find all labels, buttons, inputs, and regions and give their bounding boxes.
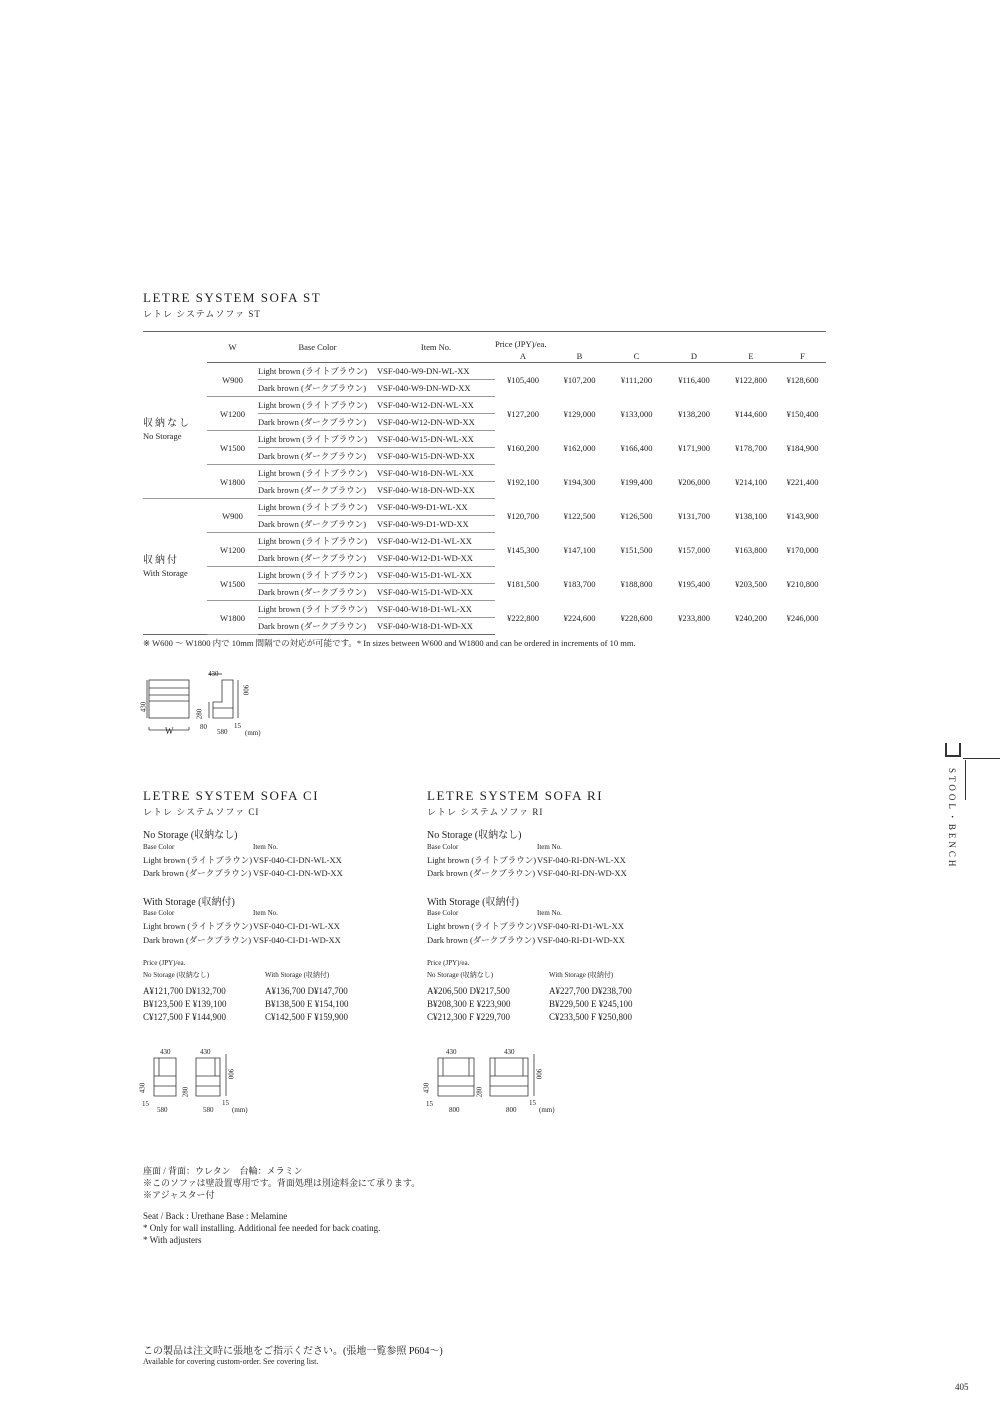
ri-dim-g: 15 (426, 1100, 433, 1108)
price-cell: ¥131,700 (678, 510, 710, 521)
base-color-cell: Light brown (ライトブラウン) (258, 363, 377, 380)
ri-title: LETRE SYSTEM SOFA RI (427, 788, 604, 803)
ri-dim-b: 430 (504, 1048, 515, 1056)
price-cell: ¥157,000 (678, 544, 710, 555)
ci-price-no-label: No Storage (収納なし) (143, 971, 210, 979)
price-cell: ¥214,100 (735, 476, 767, 487)
base-color-cell: Dark brown (ダークブラウン) (258, 482, 377, 499)
ri-dim-w1: 800 (449, 1106, 460, 1114)
ri-price-no-2: B¥208,300 E ¥223,900 (427, 999, 511, 1009)
price-cell: ¥194,300 (563, 476, 596, 487)
price-cell: ¥128,600 (786, 374, 819, 385)
price-cell: ¥224,600 (563, 612, 596, 623)
price-cell: ¥143,900 (786, 510, 819, 521)
ci-with-row1-item: VSF-040-CI-D1-WL-XX (253, 921, 340, 931)
ci-dim-d: 430 (138, 1082, 147, 1094)
base-color-cell: Light brown (ライトブラウン) (258, 499, 377, 516)
storage-group-label (143, 499, 207, 635)
ri-dim-s: 280 (475, 1086, 484, 1098)
base-color-cell: Light brown (ライトブラウン) (258, 567, 377, 584)
item-no-cell: VSF-040-W9-DN-WL-XX (377, 363, 495, 380)
ri-no-row1-item: VSF-040-RI-DN-WL-XX (537, 855, 626, 865)
ri-price-label: Price (JPY)/ea. (427, 959, 470, 967)
price-cell: ¥210,800 (786, 578, 819, 589)
table-row (143, 499, 826, 516)
base-color-cell: Light brown (ライトブラウン) (258, 397, 377, 414)
item-no-cell: VSF-040-W18-D1-WL-XX (377, 601, 495, 618)
ri-price-with-label: With Storage (収納付) (549, 971, 614, 979)
price-cell: ¥192,100 (507, 476, 539, 487)
item-no-cell: VSF-040-W15-DN-WL-XX (377, 431, 495, 448)
price-cell: ¥199,400 (620, 476, 653, 487)
price-cell: ¥127,200 (507, 408, 539, 419)
ri-no-row1-color: Light brown (ライトブラウン) (427, 855, 537, 865)
price-cell: ¥184,900 (786, 442, 819, 453)
price-cell: ¥105,400 (507, 374, 539, 385)
ri-dim-h: 900 (534, 1068, 543, 1080)
price-cell: ¥203,500 (735, 578, 767, 589)
base-color-cell: Dark brown (ダークブラウン) (258, 380, 377, 397)
size-w: W1500 (207, 567, 258, 601)
grade-f: F (779, 349, 826, 363)
ci-no-row2-color: Dark brown (ダークブラウン) (143, 868, 252, 878)
ci-dim-w1: 580 (157, 1106, 168, 1114)
size-w: W1800 (207, 465, 258, 499)
st-dim-w: W (165, 726, 174, 736)
footer-en: Available for covering custom-order. See covering list. (143, 1357, 319, 1366)
side-label: STOOL・BENCH (947, 768, 957, 870)
ri-price-no-1: A¥206,500 D¥217,500 (427, 986, 510, 996)
st-price-table (143, 331, 826, 635)
item-no-cell: VSF-040-W15-D1-WL-XX (377, 567, 495, 584)
side-rule (965, 760, 966, 800)
price-cell: ¥126,500 (620, 510, 653, 521)
ci-price-no-2: B¥123,500 E ¥139,100 (143, 999, 227, 1009)
ci-dim-h: 900 (226, 1068, 235, 1080)
ri-no-col1: Base Color (427, 843, 459, 851)
st-dim-unit: (mm) (245, 729, 261, 737)
base-color-cell: Light brown (ライトブラウン) (258, 465, 377, 482)
ci-price-with-3: C¥142,500 F ¥159,900 (265, 1012, 349, 1022)
materials-en-line1: Seat / Back : Urethane Base : Melamine (143, 1211, 288, 1221)
table-row (143, 397, 826, 414)
price-cell: ¥144,600 (735, 408, 767, 419)
price-cell: ¥129,000 (563, 408, 596, 419)
item-no-cell: VSF-040-W12-D1-WD-XX (377, 550, 495, 567)
ci-price-label: Price (JPY)/ea. (143, 959, 186, 967)
base-color-cell: Light brown (ライトブラウン) (258, 533, 377, 550)
header-w: W (207, 332, 258, 363)
price-cell: ¥183,700 (563, 578, 596, 589)
price-cell: ¥120,700 (507, 510, 539, 521)
ci-price-no-1: A¥121,700 D¥132,700 (143, 986, 226, 996)
ci-price-with-1: A¥136,700 D¥147,700 (265, 986, 348, 996)
st-subtitle: レトレ システムソファ ST (143, 309, 261, 319)
price-cell: ¥178,700 (735, 442, 767, 453)
price-cell: ¥122,500 (563, 510, 596, 521)
ri-with-col2: Item No. (537, 909, 562, 917)
ci-dim-w2: 580 (203, 1106, 214, 1114)
ri-no-storage-heading: No Storage (収納なし) (427, 830, 522, 841)
header-base-color: Base Color (258, 332, 377, 363)
ci-dim-g2: 15 (222, 1099, 229, 1107)
price-cell: ¥206,000 (678, 476, 710, 487)
base-color-cell: Dark brown (ダークブラウン) (258, 550, 377, 567)
ci-dim-g: 15 (142, 1100, 149, 1108)
st-dim-top: 430 (208, 670, 219, 678)
ci-no-col1: Base Color (143, 843, 175, 851)
ci-with-row2-color: Dark brown (ダークブラウン) (143, 935, 252, 945)
size-w: W1200 (207, 533, 258, 567)
side-rule-top (963, 758, 1000, 759)
grade-d: D (665, 349, 723, 363)
st-dim-seat: 280 (195, 708, 204, 720)
price-cell: ¥233,800 (678, 612, 710, 623)
item-no-cell: VSF-040-W15-D1-WD-XX (377, 584, 495, 601)
stool-bench-icon (945, 743, 961, 757)
table-row (143, 363, 826, 380)
price-cell: ¥222,800 (507, 612, 539, 623)
grade-e: E (723, 349, 779, 363)
item-no-cell: VSF-040-W18-DN-WL-XX (377, 465, 495, 482)
grade-c: C (608, 349, 665, 363)
ci-with-row1-color: Light brown (ライトブラウン) (143, 921, 253, 931)
ri-price-no-3: C¥212,300 F ¥229,700 (427, 1012, 511, 1022)
ci-price-with-2: B¥138,500 E ¥154,100 (265, 999, 349, 1009)
page-number: 405 (955, 1382, 969, 1392)
price-cell: ¥240,200 (735, 612, 767, 623)
size-w: W1800 (207, 601, 258, 635)
ci-with-col2: Item No. (253, 909, 278, 917)
base-color-cell: Light brown (ライトブラウン) (258, 431, 377, 448)
item-no-cell: VSF-040-W18-DN-WD-XX (377, 482, 495, 499)
item-no-cell: VSF-040-W9-D1-WD-XX (377, 516, 495, 533)
ri-with-storage-heading: With Storage (収納付) (427, 897, 519, 908)
price-cell: ¥160,200 (507, 442, 539, 453)
ri-dim-a: 430 (446, 1048, 457, 1056)
ci-dim-s: 280 (181, 1086, 190, 1098)
size-w: W900 (207, 499, 258, 533)
ci-price-no-3: C¥127,500 F ¥144,900 (143, 1012, 227, 1022)
item-no-cell: VSF-040-W12-DN-WL-XX (377, 397, 495, 414)
ri-with-row2-item: VSF-040-RI-D1-WD-XX (537, 935, 625, 945)
price-cell: ¥181,500 (507, 578, 539, 589)
header-price: Price (JPY)/ea. (495, 332, 826, 350)
size-w: W1200 (207, 397, 258, 431)
ri-dim-unit: (mm) (539, 1106, 555, 1114)
materials-jp-line2: ※このソファは壁設置専用です。背面処理は別途料金にて承ります。 (143, 1178, 421, 1188)
ri-dim-w2: 800 (506, 1106, 517, 1114)
price-cell: ¥107,200 (563, 374, 596, 385)
materials-en (143, 1210, 380, 1246)
grade-a: A (495, 349, 551, 363)
ri-price-with-1: A¥227,700 D¥238,700 (549, 986, 632, 996)
price-cell: ¥151,500 (620, 544, 653, 555)
item-no-cell: VSF-040-W12-DN-WD-XX (377, 414, 495, 431)
footer-jp: この製品は注文時に張地をご指示ください。(張地一覧参照 P604～) (143, 1346, 443, 1357)
price-cell: ¥116,400 (678, 374, 710, 385)
st-title: LETRE SYSTEM SOFA ST (143, 290, 322, 305)
ci-no-col2: Item No. (253, 843, 278, 851)
materials-jp (143, 1165, 420, 1201)
ci-dim-b: 430 (200, 1048, 211, 1056)
price-cell: ¥221,400 (786, 476, 819, 487)
ri-with-row2-color: Dark brown (ダークブラウン) (427, 935, 536, 945)
item-no-cell: VSF-040-W18-D1-WD-XX (377, 618, 495, 635)
ri-no-row2-color: Dark brown (ダークブラウン) (427, 868, 536, 878)
ri-no-row2-item: VSF-040-RI-DN-WD-XX (537, 868, 627, 878)
st-dim-gap: 15 (234, 722, 241, 730)
price-cell: ¥147,100 (563, 544, 596, 555)
ci-dim-unit: (mm) (232, 1106, 248, 1114)
storage-label-en: With Storage (143, 567, 188, 578)
size-w: W900 (207, 363, 258, 397)
table-row (143, 431, 826, 448)
base-color-cell: Dark brown (ダークブラウン) (258, 584, 377, 601)
st-dim-height: 900 (241, 684, 250, 696)
price-cell: ¥171,900 (678, 442, 710, 453)
ci-price-with-label: With Storage (収納付) (265, 971, 330, 979)
storage-group-label (143, 363, 207, 499)
ri-with-row1-item: VSF-040-RI-D1-WL-XX (537, 921, 624, 931)
st-dim-depth: 430 (139, 701, 148, 713)
price-cell: ¥122,800 (735, 374, 767, 385)
ri-dim-d: 430 (422, 1082, 431, 1094)
ri-price-with-2: B¥229,500 E ¥245,100 (549, 999, 633, 1009)
table-row (143, 533, 826, 550)
ri-no-col2: Item No. (537, 843, 562, 851)
ri-price-no-label: No Storage (収納なし) (427, 971, 494, 979)
price-cell: ¥162,000 (563, 442, 596, 453)
price-cell: ¥111,200 (620, 374, 653, 385)
item-no-cell: VSF-040-W12-D1-WL-XX (377, 533, 495, 550)
price-cell: ¥133,000 (620, 408, 653, 419)
base-color-cell: Dark brown (ダークブラウン) (258, 516, 377, 533)
storage-label-en: No Storage (143, 431, 182, 442)
ci-no-row2-item: VSF-040-CI-DN-WD-XX (253, 868, 343, 878)
st-table-body (143, 363, 826, 635)
base-color-cell: Dark brown (ダークブラウン) (258, 414, 377, 431)
price-cell: ¥138,100 (735, 510, 767, 521)
ri-with-col1: Base Color (427, 909, 459, 917)
ci-with-col1: Base Color (143, 909, 175, 917)
price-cell: ¥195,400 (678, 578, 710, 589)
materials-jp-line1: 座面 / 背面：ウレタン 台輪：メラミン (143, 1166, 303, 1176)
ri-with-row1-color: Light brown (ライトブラウン) (427, 921, 537, 931)
base-color-cell: Light brown (ライトブラウン) (258, 601, 377, 618)
price-cell: ¥145,300 (507, 544, 539, 555)
ci-no-row1-item: VSF-040-CI-DN-WL-XX (253, 855, 342, 865)
ci-dim-a: 430 (160, 1048, 171, 1056)
materials-en-line2: * Only for wall installing. Additional fee needed for back coating. (143, 1223, 381, 1233)
ri-dim-g2: 15 (529, 1099, 536, 1107)
st-dim-base: 580 (217, 728, 228, 736)
ri-subtitle: レトレ システムソファ RI (427, 807, 544, 817)
item-no-cell: VSF-040-W9-D1-WL-XX (377, 499, 495, 516)
item-no-cell: VSF-040-W15-DN-WD-XX (377, 448, 495, 465)
materials-jp-line3: ※アジャスター付 (143, 1190, 215, 1200)
materials-en-line3: * With adjusters (143, 1235, 202, 1245)
table-row (143, 567, 826, 584)
storage-label-jp: 収納なし (143, 418, 191, 430)
price-cell: ¥166,400 (620, 442, 653, 453)
price-cell: ¥138,200 (678, 408, 710, 419)
ci-subtitle: レトレ システムソファ CI (143, 807, 260, 817)
ri-price-with-3: C¥233,500 F ¥250,800 (549, 1012, 633, 1022)
ci-no-row1-color: Light brown (ライトブラウン) (143, 855, 253, 865)
price-cell: ¥163,800 (735, 544, 767, 555)
price-cell: ¥188,800 (620, 578, 653, 589)
ci-title: LETRE SYSTEM SOFA CI (143, 788, 320, 803)
price-cell: ¥228,600 (620, 612, 653, 623)
ci-no-storage-heading: No Storage (収納なし) (143, 830, 238, 841)
size-w: W1500 (207, 431, 258, 465)
table-row (143, 601, 826, 618)
base-color-cell: Dark brown (ダークブラウン) (258, 618, 377, 635)
header-item-no: Item No. (377, 332, 495, 363)
item-no-cell: VSF-040-W9-DN-WD-XX (377, 380, 495, 397)
table-row (143, 465, 826, 482)
price-cell: ¥150,400 (786, 408, 819, 419)
base-color-cell: Dark brown (ダークブラウン) (258, 448, 377, 465)
grade-b: B (551, 349, 608, 363)
storage-label-jp: 収納付 (143, 554, 179, 566)
ci-with-storage-heading: With Storage (収納付) (143, 897, 235, 908)
ci-with-row2-item: VSF-040-CI-D1-WD-XX (253, 935, 341, 945)
price-cell: ¥246,000 (786, 612, 819, 623)
price-cell: ¥170,000 (786, 544, 819, 555)
st-size-note: ※ W600 ～ W1800 内で 10mm 間隔での対応が可能です。* In sizes between W600 and W1800 and can be ordered in increments of 10 mm. (143, 638, 636, 648)
st-dim-base-d: 80 (200, 723, 207, 731)
